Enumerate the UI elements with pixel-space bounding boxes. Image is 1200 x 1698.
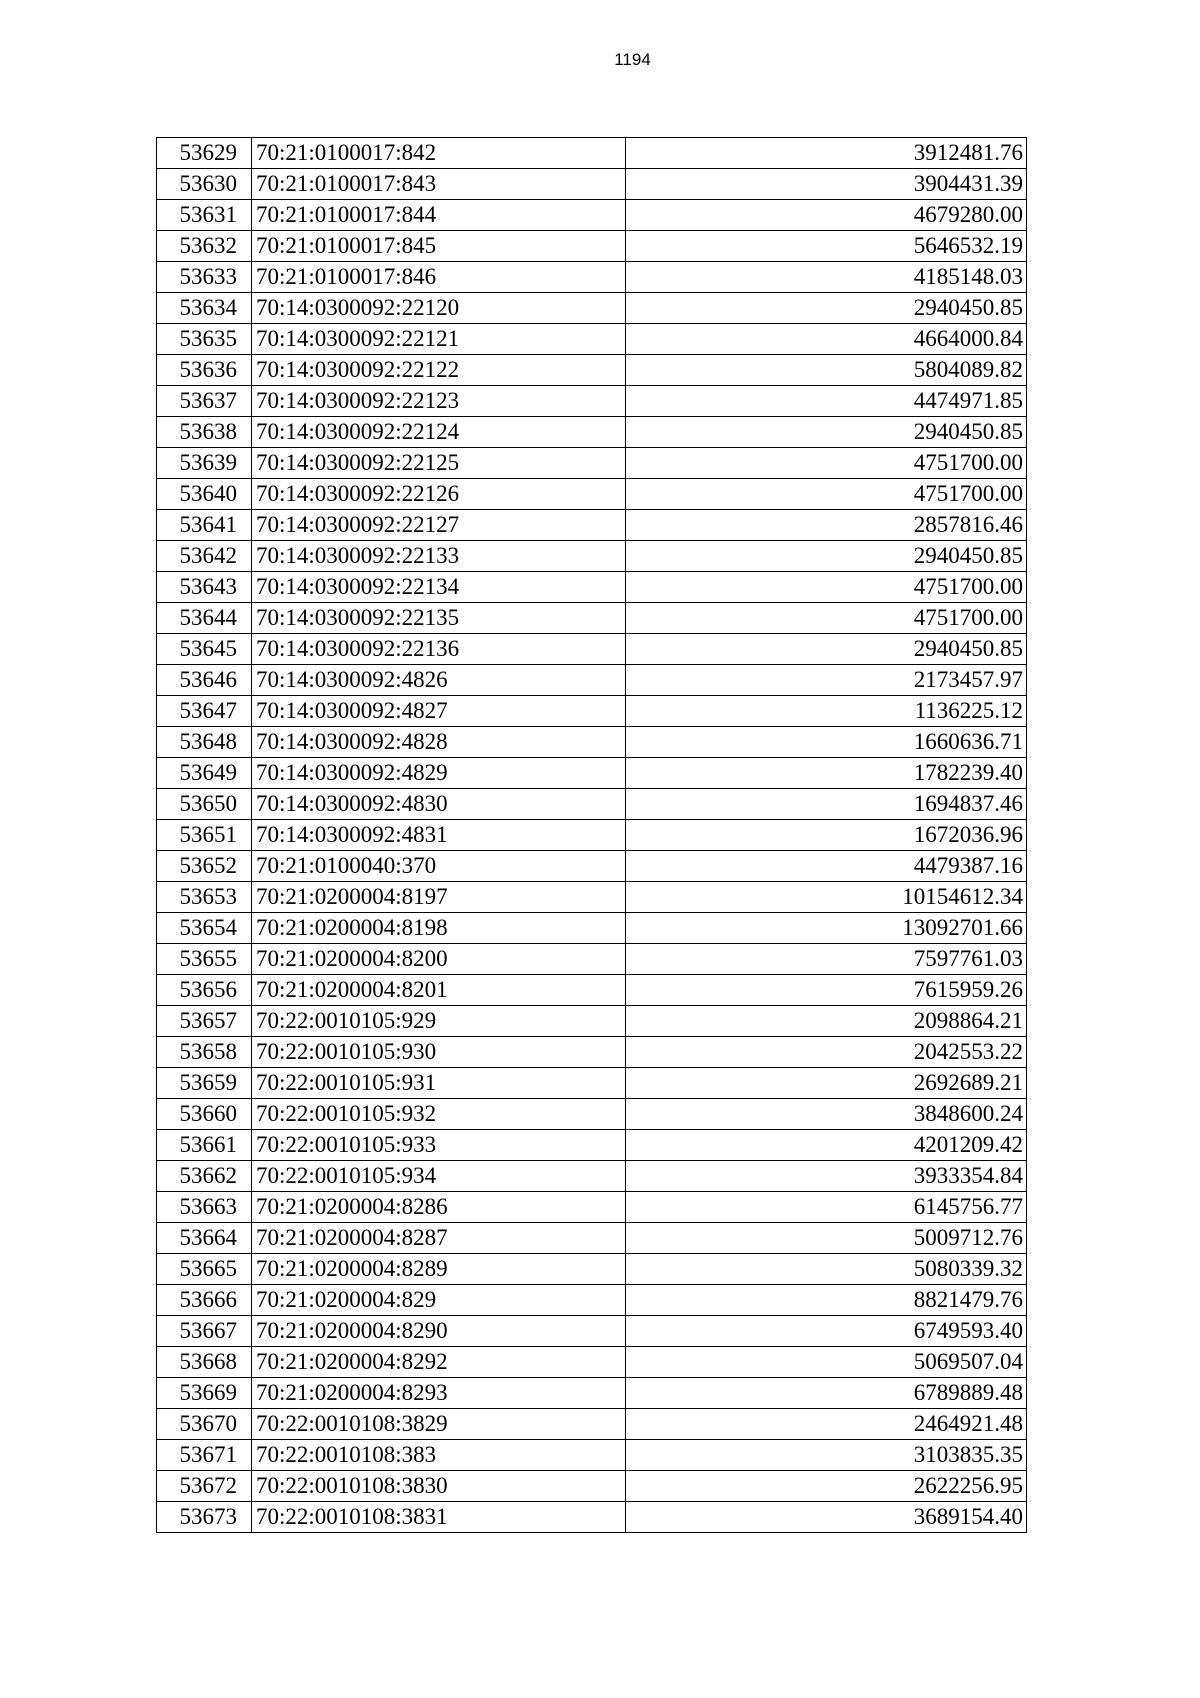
cadastral-number-cell: 70:14:0300092:22122 bbox=[252, 355, 626, 386]
cadastral-value-cell: 4751700.00 bbox=[626, 603, 1027, 634]
cadastral-value-cell: 2940450.85 bbox=[626, 417, 1027, 448]
cadastral-value-cell: 4751700.00 bbox=[626, 479, 1027, 510]
registry-table-body bbox=[157, 138, 1027, 1533]
cadastral-number-cell: 70:22:0010105:929 bbox=[252, 1006, 626, 1037]
row-number-cell: 53631 bbox=[157, 200, 252, 231]
row-number-cell: 53655 bbox=[157, 944, 252, 975]
row-number-cell: 53644 bbox=[157, 603, 252, 634]
table-row bbox=[157, 1502, 1027, 1533]
row-number-cell: 53651 bbox=[157, 820, 252, 851]
table-row bbox=[157, 820, 1027, 851]
cadastral-number-cell: 70:14:0300092:22126 bbox=[252, 479, 626, 510]
table-row bbox=[157, 448, 1027, 479]
row-number-cell: 53667 bbox=[157, 1316, 252, 1347]
table-row bbox=[157, 758, 1027, 789]
table-row bbox=[157, 510, 1027, 541]
row-number-cell: 53643 bbox=[157, 572, 252, 603]
table-row bbox=[157, 1409, 1027, 1440]
cadastral-value-cell: 4474971.85 bbox=[626, 386, 1027, 417]
cadastral-value-cell: 2173457.97 bbox=[626, 665, 1027, 696]
cadastral-value-cell: 7615959.26 bbox=[626, 975, 1027, 1006]
cadastral-number-cell: 70:14:0300092:22133 bbox=[252, 541, 626, 572]
table-row bbox=[157, 1161, 1027, 1192]
cadastral-value-cell: 3912481.76 bbox=[626, 138, 1027, 169]
cadastral-number-cell: 70:21:0200004:8197 bbox=[252, 882, 626, 913]
table-row bbox=[157, 696, 1027, 727]
table-row bbox=[157, 355, 1027, 386]
table-row bbox=[157, 1192, 1027, 1223]
cadastral-value-cell: 3933354.84 bbox=[626, 1161, 1027, 1192]
table-row bbox=[157, 1378, 1027, 1409]
cadastral-value-cell: 2940450.85 bbox=[626, 541, 1027, 572]
cadastral-value-cell: 1660636.71 bbox=[626, 727, 1027, 758]
cadastral-number-cell: 70:14:0300092:22136 bbox=[252, 634, 626, 665]
cadastral-number-cell: 70:14:0300092:4831 bbox=[252, 820, 626, 851]
cadastral-number-cell: 70:21:0200004:8292 bbox=[252, 1347, 626, 1378]
cadastral-number-cell: 70:22:0010105:931 bbox=[252, 1068, 626, 1099]
cadastral-value-cell: 5804089.82 bbox=[626, 355, 1027, 386]
cadastral-number-cell: 70:21:0200004:8286 bbox=[252, 1192, 626, 1223]
cadastral-number-cell: 70:21:0100017:844 bbox=[252, 200, 626, 231]
row-number-cell: 53650 bbox=[157, 789, 252, 820]
cadastral-number-cell: 70:14:0300092:22127 bbox=[252, 510, 626, 541]
table-row bbox=[157, 262, 1027, 293]
row-number-cell: 53662 bbox=[157, 1161, 252, 1192]
cadastral-number-cell: 70:21:0200004:8198 bbox=[252, 913, 626, 944]
table-row bbox=[157, 1223, 1027, 1254]
table-row bbox=[157, 665, 1027, 696]
cadastral-value-cell: 5080339.32 bbox=[626, 1254, 1027, 1285]
cadastral-value-cell: 3904431.39 bbox=[626, 169, 1027, 200]
row-number-cell: 53630 bbox=[157, 169, 252, 200]
cadastral-value-cell: 1782239.40 bbox=[626, 758, 1027, 789]
row-number-cell: 53659 bbox=[157, 1068, 252, 1099]
cadastral-number-cell: 70:21:0100040:370 bbox=[252, 851, 626, 882]
cadastral-value-cell: 6145756.77 bbox=[626, 1192, 1027, 1223]
row-number-cell: 53649 bbox=[157, 758, 252, 789]
cadastral-number-cell: 70:14:0300092:4827 bbox=[252, 696, 626, 727]
cadastral-value-cell: 5009712.76 bbox=[626, 1223, 1027, 1254]
cadastral-value-cell: 2692689.21 bbox=[626, 1068, 1027, 1099]
table-row bbox=[157, 386, 1027, 417]
row-number-cell: 53670 bbox=[157, 1409, 252, 1440]
table-row bbox=[157, 324, 1027, 355]
cadastral-number-cell: 70:21:0200004:8290 bbox=[252, 1316, 626, 1347]
cadastral-number-cell: 70:14:0300092:22135 bbox=[252, 603, 626, 634]
table-row bbox=[157, 634, 1027, 665]
cadastral-number-cell: 70:14:0300092:4830 bbox=[252, 789, 626, 820]
cadastral-number-cell: 70:14:0300092:4828 bbox=[252, 727, 626, 758]
cadastral-value-cell: 4185148.03 bbox=[626, 262, 1027, 293]
cadastral-value-cell: 7597761.03 bbox=[626, 944, 1027, 975]
table-row bbox=[157, 200, 1027, 231]
cadastral-value-cell: 4751700.00 bbox=[626, 572, 1027, 603]
row-number-cell: 53663 bbox=[157, 1192, 252, 1223]
table-row bbox=[157, 975, 1027, 1006]
table-row bbox=[157, 1316, 1027, 1347]
cadastral-value-cell: 5069507.04 bbox=[626, 1347, 1027, 1378]
cadastral-value-cell: 4679280.00 bbox=[626, 200, 1027, 231]
table-row bbox=[157, 293, 1027, 324]
row-number-cell: 53658 bbox=[157, 1037, 252, 1068]
cadastral-number-cell: 70:14:0300092:22125 bbox=[252, 448, 626, 479]
row-number-cell: 53668 bbox=[157, 1347, 252, 1378]
row-number-cell: 53640 bbox=[157, 479, 252, 510]
table-row bbox=[157, 1285, 1027, 1316]
cadastral-value-cell: 2042553.22 bbox=[626, 1037, 1027, 1068]
row-number-cell: 53633 bbox=[157, 262, 252, 293]
cadastral-number-cell: 70:21:0100017:843 bbox=[252, 169, 626, 200]
cadastral-value-cell: 2464921.48 bbox=[626, 1409, 1027, 1440]
table-row bbox=[157, 851, 1027, 882]
cadastral-number-cell: 70:22:0010105:932 bbox=[252, 1099, 626, 1130]
row-number-cell: 53645 bbox=[157, 634, 252, 665]
cadastral-number-cell: 70:22:0010105:930 bbox=[252, 1037, 626, 1068]
table-row bbox=[157, 169, 1027, 200]
cadastral-number-cell: 70:21:0100017:846 bbox=[252, 262, 626, 293]
row-number-cell: 53641 bbox=[157, 510, 252, 541]
row-number-cell: 53652 bbox=[157, 851, 252, 882]
cadastral-value-cell: 2622256.95 bbox=[626, 1471, 1027, 1502]
cadastral-value-cell: 2940450.85 bbox=[626, 634, 1027, 665]
cadastral-value-cell: 6789889.48 bbox=[626, 1378, 1027, 1409]
cadastral-value-cell: 2940450.85 bbox=[626, 293, 1027, 324]
row-number-cell: 53634 bbox=[157, 293, 252, 324]
table-row bbox=[157, 913, 1027, 944]
cadastral-number-cell: 70:21:0200004:8200 bbox=[252, 944, 626, 975]
cadastral-number-cell: 70:22:0010105:934 bbox=[252, 1161, 626, 1192]
row-number-cell: 53639 bbox=[157, 448, 252, 479]
cadastral-number-cell: 70:22:0010105:933 bbox=[252, 1130, 626, 1161]
cadastral-number-cell: 70:14:0300092:4829 bbox=[252, 758, 626, 789]
cadastral-value-cell: 1136225.12 bbox=[626, 696, 1027, 727]
row-number-cell: 53669 bbox=[157, 1378, 252, 1409]
cadastral-value-cell: 4479387.16 bbox=[626, 851, 1027, 882]
table-row bbox=[157, 138, 1027, 169]
cadastral-number-cell: 70:14:0300092:4826 bbox=[252, 665, 626, 696]
cadastral-number-cell: 70:14:0300092:22120 bbox=[252, 293, 626, 324]
table-row bbox=[157, 417, 1027, 448]
cadastral-value-cell: 3689154.40 bbox=[626, 1502, 1027, 1533]
cadastral-number-cell: 70:21:0100017:845 bbox=[252, 231, 626, 262]
cadastral-number-cell: 70:22:0010108:3829 bbox=[252, 1409, 626, 1440]
row-number-cell: 53637 bbox=[157, 386, 252, 417]
table-row bbox=[157, 1471, 1027, 1502]
row-number-cell: 53638 bbox=[157, 417, 252, 448]
row-number-cell: 53672 bbox=[157, 1471, 252, 1502]
cadastral-value-cell: 6749593.40 bbox=[626, 1316, 1027, 1347]
row-number-cell: 53664 bbox=[157, 1223, 252, 1254]
row-number-cell: 53629 bbox=[157, 138, 252, 169]
row-number-cell: 53666 bbox=[157, 1285, 252, 1316]
cadastral-value-cell: 3103835.35 bbox=[626, 1440, 1027, 1471]
cadastral-number-cell: 70:21:0200004:8289 bbox=[252, 1254, 626, 1285]
cadastral-value-cell: 2857816.46 bbox=[626, 510, 1027, 541]
table-row bbox=[157, 1254, 1027, 1285]
cadastral-value-cell: 4201209.42 bbox=[626, 1130, 1027, 1161]
row-number-cell: 53673 bbox=[157, 1502, 252, 1533]
cadastral-number-cell: 70:21:0100017:842 bbox=[252, 138, 626, 169]
registry-table bbox=[156, 137, 1027, 1533]
cadastral-number-cell: 70:22:0010108:3830 bbox=[252, 1471, 626, 1502]
row-number-cell: 53657 bbox=[157, 1006, 252, 1037]
cadastral-number-cell: 70:22:0010108:383 bbox=[252, 1440, 626, 1471]
table-row bbox=[157, 479, 1027, 510]
row-number-cell: 53642 bbox=[157, 541, 252, 572]
row-number-cell: 53660 bbox=[157, 1099, 252, 1130]
row-number-cell: 53665 bbox=[157, 1254, 252, 1285]
row-number-cell: 53632 bbox=[157, 231, 252, 262]
table-row bbox=[157, 541, 1027, 572]
table-row bbox=[157, 1347, 1027, 1378]
table-row bbox=[157, 1006, 1027, 1037]
cadastral-value-cell: 4751700.00 bbox=[626, 448, 1027, 479]
row-number-cell: 53661 bbox=[157, 1130, 252, 1161]
row-number-cell: 53647 bbox=[157, 696, 252, 727]
cadastral-number-cell: 70:14:0300092:22124 bbox=[252, 417, 626, 448]
cadastral-number-cell: 70:21:0200004:8201 bbox=[252, 975, 626, 1006]
cadastral-number-cell: 70:21:0200004:8293 bbox=[252, 1378, 626, 1409]
table-row bbox=[157, 1037, 1027, 1068]
row-number-cell: 53656 bbox=[157, 975, 252, 1006]
cadastral-number-cell: 70:14:0300092:22134 bbox=[252, 572, 626, 603]
cadastral-number-cell: 70:22:0010108:3831 bbox=[252, 1502, 626, 1533]
row-number-cell: 53636 bbox=[157, 355, 252, 386]
table-row bbox=[157, 944, 1027, 975]
cadastral-number-cell: 70:14:0300092:22123 bbox=[252, 386, 626, 417]
table-row bbox=[157, 231, 1027, 262]
cadastral-value-cell: 2098864.21 bbox=[626, 1006, 1027, 1037]
table-row bbox=[157, 572, 1027, 603]
cadastral-value-cell: 5646532.19 bbox=[626, 231, 1027, 262]
row-number-cell: 53635 bbox=[157, 324, 252, 355]
cadastral-value-cell: 10154612.34 bbox=[626, 882, 1027, 913]
row-number-cell: 53653 bbox=[157, 882, 252, 913]
table-row bbox=[157, 1099, 1027, 1130]
cadastral-value-cell: 1672036.96 bbox=[626, 820, 1027, 851]
cadastral-value-cell: 3848600.24 bbox=[626, 1099, 1027, 1130]
cadastral-number-cell: 70:14:0300092:22121 bbox=[252, 324, 626, 355]
row-number-cell: 53648 bbox=[157, 727, 252, 758]
row-number-cell: 53646 bbox=[157, 665, 252, 696]
row-number-cell: 53654 bbox=[157, 913, 252, 944]
table-row bbox=[157, 727, 1027, 758]
table-row bbox=[157, 1440, 1027, 1471]
table-row bbox=[157, 1130, 1027, 1161]
cadastral-value-cell: 8821479.76 bbox=[626, 1285, 1027, 1316]
cadastral-value-cell: 13092701.66 bbox=[626, 913, 1027, 944]
cadastral-value-cell: 4664000.84 bbox=[626, 324, 1027, 355]
page-number: 1194 bbox=[614, 50, 651, 69]
cadastral-value-cell: 1694837.46 bbox=[626, 789, 1027, 820]
table-row bbox=[157, 603, 1027, 634]
table-row bbox=[157, 882, 1027, 913]
table-row bbox=[157, 1068, 1027, 1099]
table-row bbox=[157, 789, 1027, 820]
cadastral-number-cell: 70:21:0200004:829 bbox=[252, 1285, 626, 1316]
cadastral-number-cell: 70:21:0200004:8287 bbox=[252, 1223, 626, 1254]
row-number-cell: 53671 bbox=[157, 1440, 252, 1471]
